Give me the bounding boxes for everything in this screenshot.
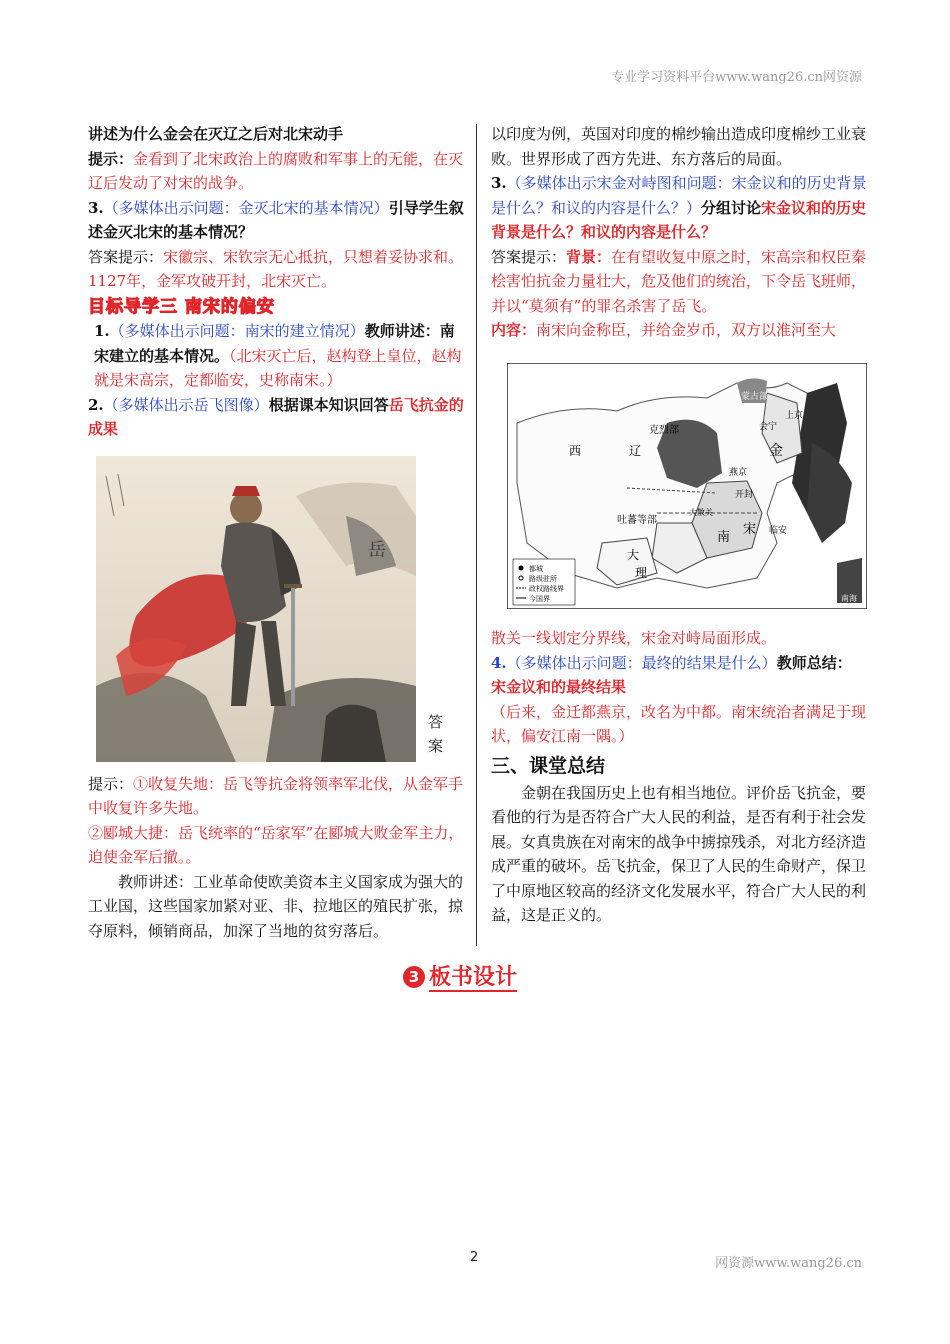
content-label: 内容： bbox=[491, 321, 537, 339]
map-label-menggu: 蒙古部 bbox=[741, 391, 769, 402]
question-number: 3. bbox=[88, 198, 104, 217]
map-label-liao: 辽 bbox=[629, 443, 642, 458]
left-column bbox=[88, 122, 466, 943]
answer-point-2: ②郾城大捷：岳飞统率的“岳家军”在郾城大败金军主力，迫使金军后撤。。 bbox=[88, 823, 464, 866]
question-text: 讲述为什么金会在灭辽之后对北宋动手 bbox=[88, 125, 344, 143]
footer-url: 网资源www.wang26.cn bbox=[715, 1256, 862, 1271]
question-text: 教师总结： bbox=[776, 653, 852, 672]
hint-paragraph bbox=[88, 147, 466, 196]
page-number: 2 bbox=[470, 1250, 479, 1265]
step-text: 根据课本知识回答 bbox=[268, 395, 389, 414]
hint-label: 提示： bbox=[88, 149, 134, 168]
map-label-da: 大 bbox=[627, 547, 640, 562]
answer-result bbox=[88, 772, 466, 821]
painting-block bbox=[88, 452, 466, 772]
song-jin-map bbox=[507, 363, 867, 609]
answer-text: 宋徽宗、宋钦宗无心抵抗，只想着妥协求和。1127年，金军攻破开封，北宋灭亡。 bbox=[88, 247, 464, 290]
map-label-dasanguan: 大散关 bbox=[689, 507, 713, 517]
question-3-right bbox=[491, 171, 867, 245]
step-text: 教师讲述：南宋建立的基本情况。 bbox=[94, 322, 455, 365]
media-note: （多媒体出示问题：南宋的建立情况） bbox=[109, 322, 365, 340]
answer-prefix: 提示： bbox=[88, 774, 134, 793]
teacher-paragraph: 教师讲述：工业革命使欧美资本主义国家成为强大的工业国，这些国家加紧对亚、非、拉地区的殖民扩张，掠夺原料，倾销商品，加深了当地的贫穷落后。 bbox=[88, 872, 464, 940]
section-number-badge: 3 bbox=[403, 966, 425, 988]
map-label-jin: 金 bbox=[769, 442, 783, 459]
media-note: （多媒体出示问题：最终的结果是什么） bbox=[506, 653, 777, 672]
legend-border: 政权路线界 bbox=[529, 584, 564, 593]
background-text: 在有望收复中原之时，宋高宗和权臣秦桧害怕抗金力量壮大，危及他们的统治，下令岳飞班师，并以“莫须有”的罪名杀害了岳飞。 bbox=[491, 247, 867, 315]
map-label-xi: 西 bbox=[569, 443, 582, 458]
question-number: 3. bbox=[491, 174, 507, 192]
step-number: 2. bbox=[88, 395, 104, 414]
content-text: 南宋向金称臣，并给金岁币，双方以淮河至大 bbox=[536, 321, 837, 339]
answer-label: 答案提示： bbox=[491, 247, 567, 266]
answer-label-vertical: 答案 bbox=[428, 712, 444, 755]
map-label-yanjing: 燕京 bbox=[729, 467, 748, 478]
question-number: 4. bbox=[491, 653, 507, 672]
question-highlight: 宋金议和的最终结果 bbox=[491, 678, 627, 696]
legend-office: 路级驻所 bbox=[529, 574, 557, 583]
section-title: 三、课堂总结 bbox=[491, 754, 606, 777]
content-answer bbox=[491, 318, 867, 343]
legend-national: 今国界 bbox=[529, 594, 550, 603]
goal-heading: 目标导学三 南宋的偏安 bbox=[88, 296, 275, 317]
media-note: （多媒体出示问题：金灭北宋的基本情况） bbox=[103, 198, 389, 217]
map-label-li: 理 bbox=[635, 565, 648, 580]
painting-flag-text: 岳 bbox=[368, 539, 386, 561]
board-title: 板书设计 bbox=[429, 965, 518, 990]
yue-fei-painting bbox=[96, 456, 416, 762]
board-design-heading bbox=[403, 960, 517, 991]
map-label-lin-an: 临安 bbox=[769, 525, 788, 536]
map-label-song: 宋 bbox=[743, 521, 757, 537]
map-legend bbox=[513, 559, 575, 605]
question-4-answer: （后来，金迁都燕京，改名为中都。南宋统治者满足于现状，偏安江南一隅。） bbox=[491, 702, 867, 745]
media-note: （多媒体出示宋金对峙图和问题：宋金议和的历史背景是什么？和议的内容是什么？） bbox=[491, 174, 867, 217]
right-column bbox=[491, 122, 867, 928]
intro-paragraph: 以印度为例，英国对印度的棉纱输出造成印度棉纱工业衰败。世界形成了西方先进、东方落后的局面。 bbox=[491, 125, 867, 168]
question-highlight: 宋金议和的历史背景是什么？和议的内容是什么？ bbox=[491, 198, 867, 241]
map-label-kaifeng: 开封 bbox=[735, 489, 754, 500]
step-answer: （北宋灭亡后，赵构登上皇位，赵构就是宋高宗，定都临安，史称南宋。） bbox=[94, 346, 462, 389]
map-label-nan: 南 bbox=[717, 529, 731, 545]
answer-label: 答案提示： bbox=[88, 247, 164, 266]
answer-point-1: ①收复失地：岳飞等抗金将领率军北伐，从金军手中收复许多失地。 bbox=[88, 774, 464, 817]
question-4 bbox=[491, 651, 867, 676]
question-text: 分组讨论 bbox=[701, 198, 762, 217]
content-continued: 散关一线划定分界线，宋金对峙局面形成。 bbox=[491, 629, 777, 647]
summary-paragraph: 金朝在我国历史上也有相当地位。评价岳飞抗金，要看他的行为是否符合广大人民的利益，是否有利于社会发展。女真贵族在对南宋的战争中掳掠残杀，对北方经济造成严重的破坏。岳飞抗金，保卫了人民的生命财产，保卫了中原地区较高的经济文化发展水平，符合广大人民的利益，这是正义的。 bbox=[491, 783, 867, 924]
map-label-shangjing: 上京 bbox=[785, 410, 804, 421]
map-label-huining: 会宁 bbox=[759, 421, 778, 432]
step-number: 1. bbox=[94, 322, 110, 340]
background-answer bbox=[491, 245, 867, 319]
background-label: 背景： bbox=[566, 247, 612, 266]
question-3 bbox=[88, 196, 466, 245]
page-header: 专业学习资料平台www.wang26.cn网资源 bbox=[611, 70, 862, 85]
answer-paragraph bbox=[88, 245, 466, 294]
map-label-nanhai: 南海 bbox=[841, 593, 857, 603]
hint-text: 金看到了北宋政治上的腐败和军事上的无能，在灭辽后发动了对宋的战争。 bbox=[88, 149, 464, 192]
question-text: 引导学生叙述金灭北宋的基本情况？ bbox=[88, 198, 464, 241]
legend-capital: 都城 bbox=[529, 564, 543, 573]
step-2 bbox=[88, 393, 466, 442]
map-label-kelie: 克烈部 bbox=[649, 424, 679, 436]
column-divider bbox=[476, 124, 477, 946]
step-highlight: 岳飞抗金的成果 bbox=[88, 395, 464, 438]
step-1 bbox=[88, 319, 466, 393]
map-label-tubo: 吐蕃等部 bbox=[617, 514, 657, 526]
media-note: （多媒体出示岳飞图像） bbox=[103, 395, 269, 414]
